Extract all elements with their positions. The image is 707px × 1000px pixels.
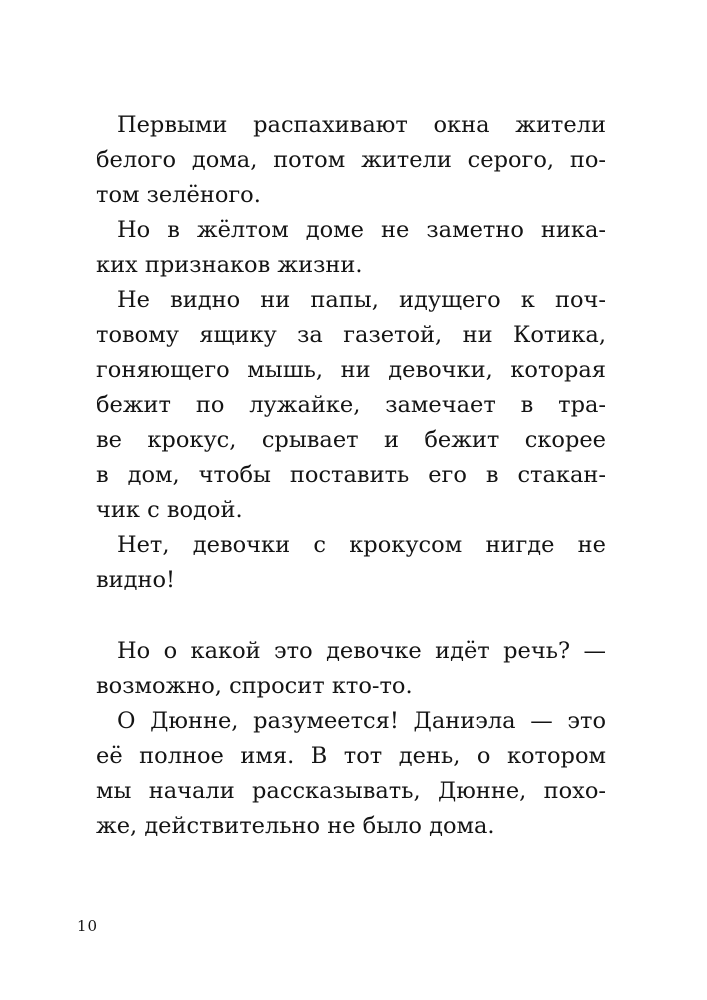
text-line: Но о какой это девочке идёт речь? — xyxy=(117,638,606,664)
text-line: мы начали рассказывать, Дюнне, похо- xyxy=(96,778,606,804)
text-line: гоняющего мышь, ни девочки, которая xyxy=(96,357,606,383)
text-line: в дом, чтобы поставить его в стакан- xyxy=(96,462,606,488)
text-line: Но в жёлтом доме не заметно ника- xyxy=(117,217,606,243)
text-line: бежит по лужайке, замечает в тра- xyxy=(96,392,606,418)
text-line: Не видно ни папы, идущего к поч- xyxy=(117,287,606,313)
text-line: ких признаков жизни. xyxy=(96,252,363,278)
text-line: её полное имя. В тот день, о котором xyxy=(96,743,606,769)
page-number: 10 xyxy=(77,917,99,935)
text-line: Первыми распахивают окна жители xyxy=(117,112,606,138)
text-line: видно! xyxy=(96,567,176,593)
text-line: белого дома, потом жители серого, по- xyxy=(96,147,606,173)
text-line: ве крокус, срывает и бежит скорее xyxy=(96,427,606,453)
text-line: Нет, девочки с крокусом нигде не xyxy=(117,532,606,558)
text-line: чик с водой. xyxy=(96,497,243,523)
text-line: товому ящику за газетой, ни Котика, xyxy=(96,322,606,348)
text-line: том зелёного. xyxy=(96,182,261,208)
text-line: возможно, спросит кто-то. xyxy=(96,673,413,699)
text-line: же, действительно не было дома. xyxy=(96,813,495,839)
text-line: О Дюнне, разумеется! Даниэла — это xyxy=(117,708,606,734)
